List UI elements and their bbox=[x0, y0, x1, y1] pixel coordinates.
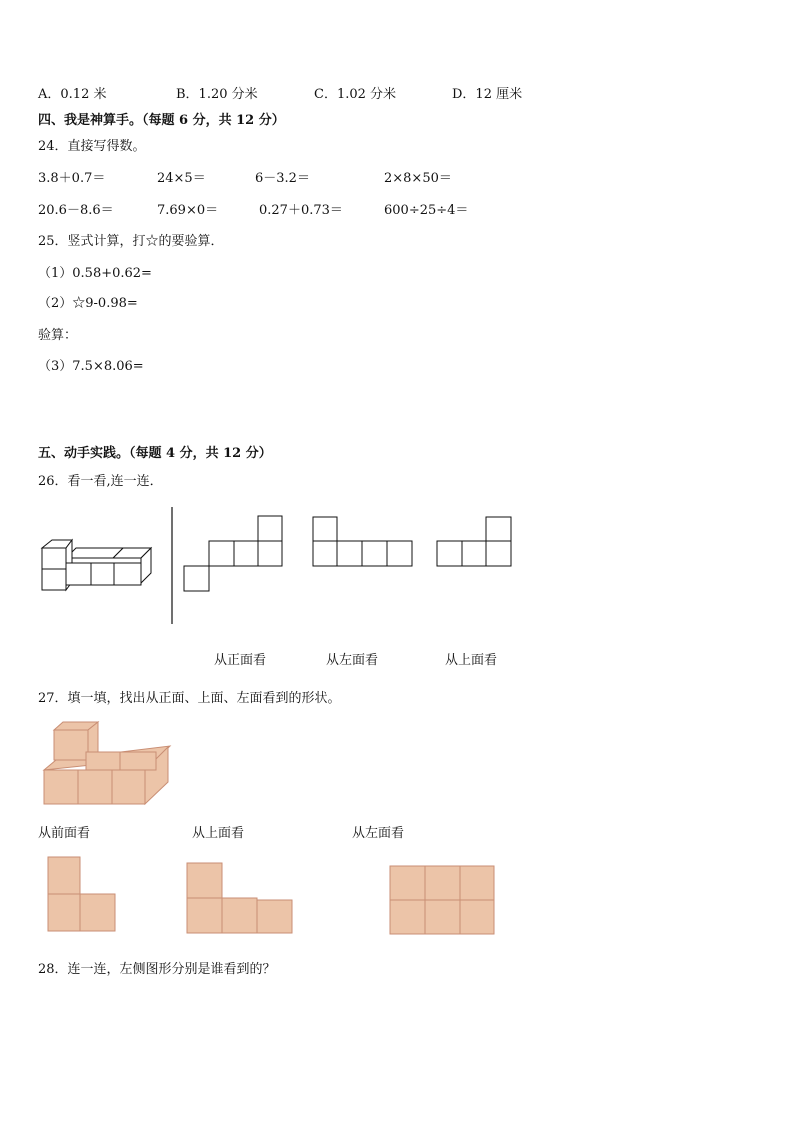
q24-r2-c2: 7.69×0＝ bbox=[157, 203, 219, 218]
q24-title: 24．直接写得数。 bbox=[38, 139, 146, 154]
q24-r1-c4: 2×8×50＝ bbox=[384, 171, 452, 186]
option-d: D．12 厘米 bbox=[452, 87, 523, 102]
q26-title: 26．看一看,连一连． bbox=[38, 474, 163, 489]
q28-title: 28．连一连，左侧图形分别是谁看到的？ bbox=[38, 962, 276, 977]
q27-label-front: 从前面看 bbox=[38, 826, 91, 841]
option-a: A．0.12 米 bbox=[38, 87, 107, 102]
q24-r2-c4: 600÷25÷4＝ bbox=[384, 203, 469, 218]
q26-label-top: 从上面看 bbox=[445, 653, 498, 668]
q24-r1-c2: 24×5＝ bbox=[157, 171, 206, 186]
q27-label-left: 从左面看 bbox=[352, 826, 405, 841]
q26-label-front: 从正面看 bbox=[214, 653, 267, 668]
option-b: B．1.20 分米 bbox=[176, 87, 258, 102]
section-4-title: 四、我是神算手。（每题 6 分，共 12 分） bbox=[38, 113, 285, 128]
q25-item-2: （2）☆9-0.98= bbox=[38, 296, 138, 311]
q24-r1-c3: 6－3.2＝ bbox=[255, 171, 310, 186]
q25-title: 25．竖式计算，打☆的要验算． bbox=[38, 234, 224, 249]
q25-check-label: 验算： bbox=[38, 328, 78, 343]
q26-label-left: 从左面看 bbox=[326, 653, 379, 668]
q24-r2-c3: 0.27＋0.73＝ bbox=[259, 203, 343, 218]
q24-r2-c1: 20.6－8.6＝ bbox=[38, 203, 114, 218]
q25-item-3: （3）7.5×8.06= bbox=[38, 359, 144, 374]
q25-item-1: （1）0.58+0.62= bbox=[38, 266, 152, 281]
q27-title: 27．填一填，找出从正面、上面、左面看到的形状。 bbox=[38, 691, 341, 706]
option-c: C．1.02 分米 bbox=[314, 87, 397, 102]
section-5-title: 五、动手实践。（每题 4 分，共 12 分） bbox=[38, 446, 272, 461]
q27-label-top: 从上面看 bbox=[192, 826, 245, 841]
q24-r1-c1: 3.8＋0.7＝ bbox=[38, 171, 106, 186]
